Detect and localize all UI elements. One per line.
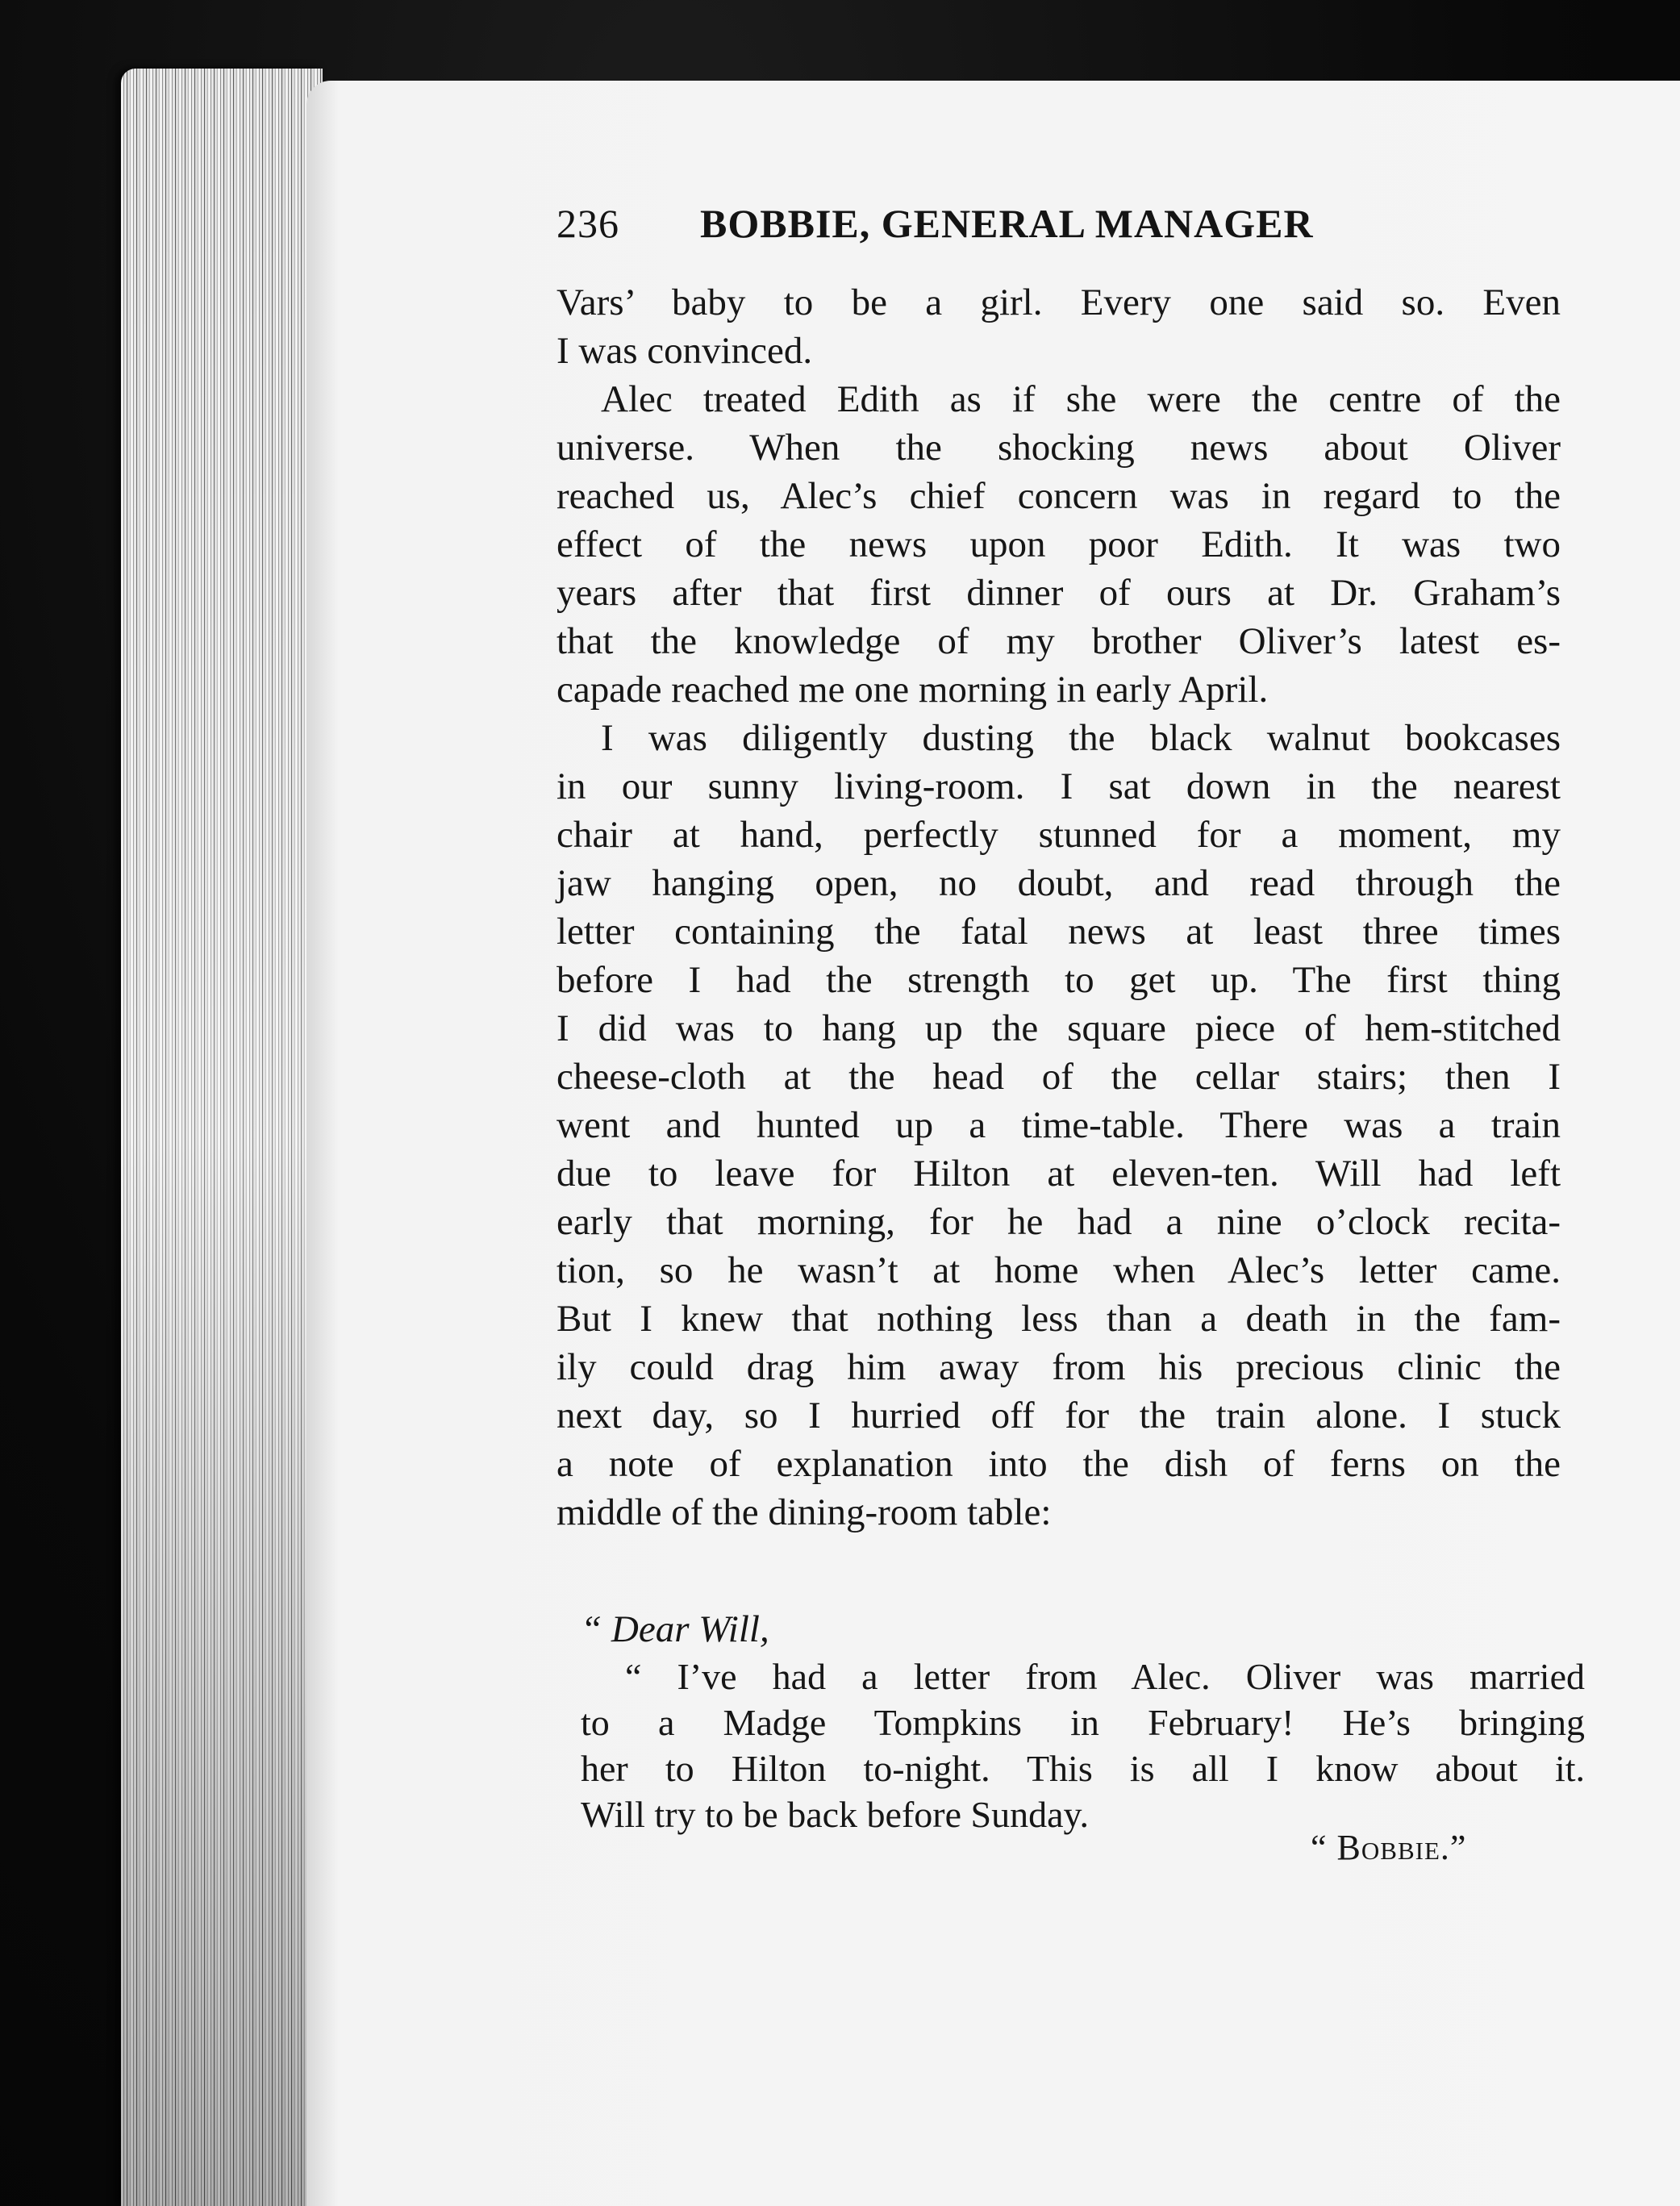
text-line: jaw hanging open, no doubt, and read through the	[557, 862, 1561, 904]
text-line: middle of the dining-room table:	[557, 1491, 1052, 1533]
text-line: letter containing the fatal news at least three times	[557, 911, 1561, 953]
text-line: chair at hand, perfectly stunned for a moment, my	[557, 814, 1561, 856]
text-line: effect of the news upon poor Edith. It was two	[557, 523, 1561, 565]
text-line: But I knew that nothing less than a death in the fam-	[557, 1298, 1561, 1340]
text-line: next day, so I hurried off for the train alone. I stuck	[557, 1395, 1561, 1437]
text-line: went and hunted up a time-table. There was a train	[557, 1104, 1561, 1146]
text-line: Vars’ baby to be a girl. Every one said so. Even	[557, 281, 1561, 323]
text-line: reached us, Alec’s chief concern was in regard to the	[557, 475, 1561, 517]
letter-signature: “ Bobbie.”	[1311, 1828, 1467, 1867]
text-line: a note of explanation into the dish of ferns on the	[557, 1443, 1561, 1485]
text-line: cheese-cloth at the head of the cellar stairs; then I	[557, 1056, 1561, 1098]
body-text	[557, 278, 1561, 1537]
text-line: early that morning, for he had a nine o’clock recita-	[557, 1201, 1561, 1243]
text-line: due to leave for Hilton at eleven-ten. Will had left	[557, 1153, 1561, 1195]
text-line: that the knowledge of my brother Oliver’s latest es-	[557, 620, 1561, 662]
text-line: years after that first dinner of ours at Dr. Graham’s	[557, 572, 1561, 614]
text-line: capade reached me one morning in early April.	[557, 669, 1269, 711]
quoted-letter	[581, 1605, 1585, 1837]
text-line: Alec treated Edith as if she were the centre of the	[601, 378, 1561, 420]
text-line: in our sunny living-room. I sat down in the nearest	[557, 765, 1561, 807]
text-line: universe. When the shocking news about Oliver	[557, 427, 1561, 469]
book-page-edges	[121, 69, 323, 2206]
text-line: tion, so he wasn’t at home when Alec’s letter came.	[557, 1249, 1561, 1291]
text-line: I was convinced.	[557, 330, 813, 372]
letter-line: “ I’ve had a letter from Alec. Oliver was married	[625, 1656, 1585, 1697]
text-line: I was diligently dusting the black walnut bookcases	[601, 717, 1561, 759]
text-line: I did was to hang up the square piece of hem-stitched	[557, 1007, 1561, 1049]
letter-salutation: “ Dear Will,	[581, 1608, 769, 1650]
page-number: 236	[557, 201, 619, 246]
running-title: BOBBIE, GENERAL MANAGER	[700, 201, 1314, 246]
letter-line: Will try to be back before Sunday.	[581, 1794, 1090, 1835]
page-header	[557, 200, 1500, 265]
text-line: ily could drag him away from his precious clinic the	[557, 1346, 1561, 1388]
letter-line: to a Madge Tompkins in February! He’s bringing	[581, 1702, 1585, 1743]
letter-line: her to Hilton to-night. This is all I know about it.	[581, 1748, 1585, 1789]
text-line: before I had the strength to get up. The first thing	[557, 959, 1561, 1001]
